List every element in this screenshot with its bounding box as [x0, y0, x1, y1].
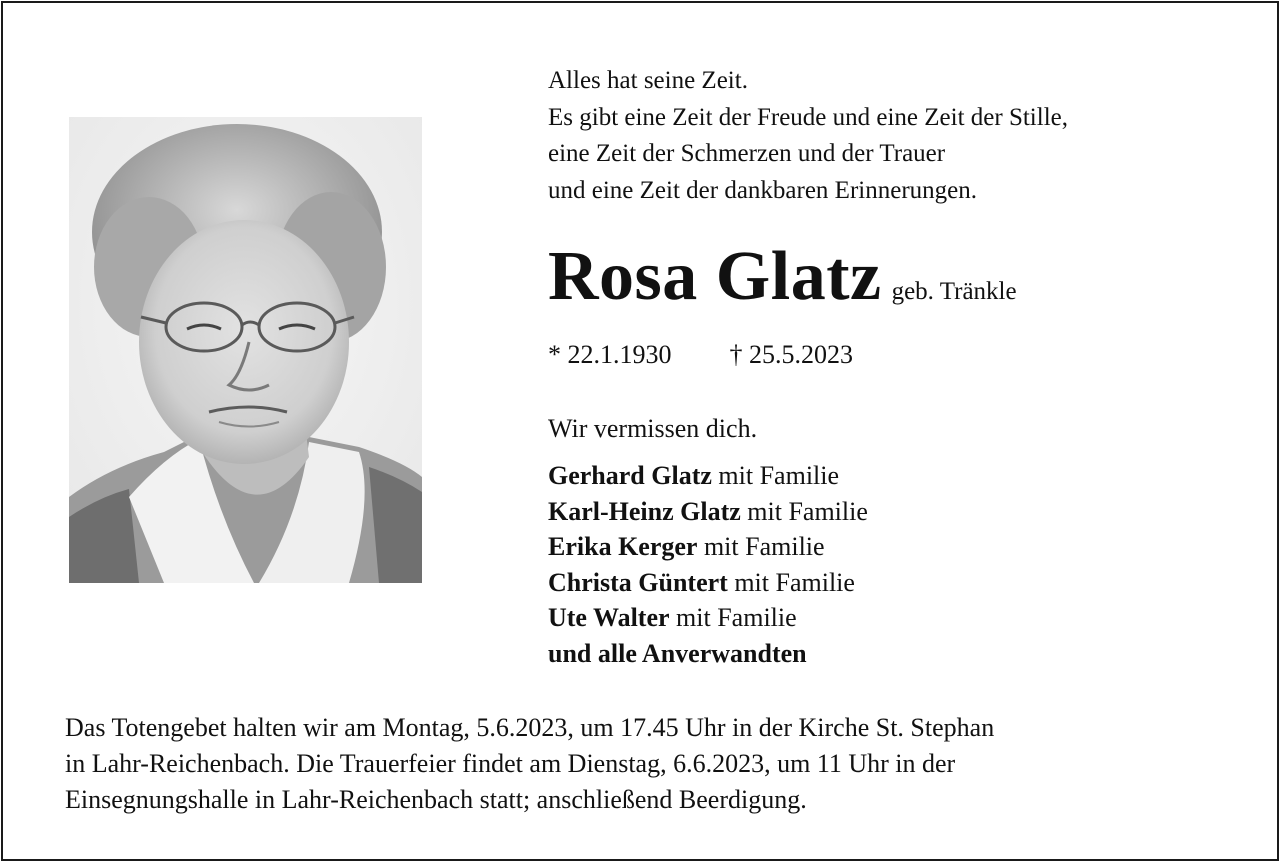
mourner-name: Christa Güntert [548, 567, 728, 597]
mourner-name: Gerhard Glatz [548, 461, 712, 490]
funeral-notice [65, 710, 994, 818]
mourner-name: Erika Kerger [548, 532, 698, 561]
farewell-message: Wir vermissen dich. [548, 414, 758, 443]
obituary-card [1, 1, 1279, 861]
death-date: † 25.5.2023 [729, 340, 853, 369]
deceased-name-line [548, 237, 1017, 317]
mourner-entry [548, 494, 868, 530]
maiden-name: geb. Tränkle [891, 278, 1017, 305]
mourners-list [548, 458, 868, 671]
poem-line: Es gibt eine Zeit der Freude und eine Zeit der Stille, [548, 103, 1068, 131]
mourner-name: Karl-Heinz Glatz [548, 496, 741, 526]
portrait-photo [69, 117, 422, 583]
mourner-entry [548, 565, 868, 601]
birth-date: * 22.1.1930 [548, 340, 672, 369]
mourner-name: Ute Walter [548, 603, 670, 632]
notice-line: Das Totengebet halten wir am Montag, 5.6.2023, um 17.45 Uhr in der Kirche St. Stephan [65, 713, 995, 742]
notice-line: in Lahr-Reichenbach. Die Trauerfeier findet am Dienstag, 6.6.2023, um 11 Uhr in der [65, 749, 956, 778]
mourner-name: und alle Anverwandten [548, 638, 807, 668]
mourner-suffix: mit Familie [669, 603, 797, 632]
poem-line: eine Zeit der Schmerzen und der Trauer [548, 140, 946, 167]
mourner-suffix: mit Familie [727, 567, 855, 597]
mourner-suffix: mit Familie [711, 461, 840, 490]
mourner-entry [548, 600, 868, 636]
mourner-entry [548, 529, 868, 565]
mourner-suffix: mit Familie [740, 496, 868, 526]
poem-verse [548, 63, 1068, 209]
notice-line: Einsegnungshalle in Lahr-Reichenbach statt; anschließend Beerdigung. [65, 785, 807, 814]
mourner-suffix: mit Familie [697, 532, 825, 561]
portrait-illustration [69, 117, 422, 583]
life-dates [548, 340, 853, 370]
deceased-name: Rosa Glatz [548, 238, 882, 315]
mourner-entry [548, 458, 868, 494]
poem-line: und eine Zeit der dankbaren Erinnerungen. [548, 176, 977, 204]
mourner-entry [548, 636, 868, 672]
poem-line: Alles hat seine Zeit. [548, 67, 748, 94]
